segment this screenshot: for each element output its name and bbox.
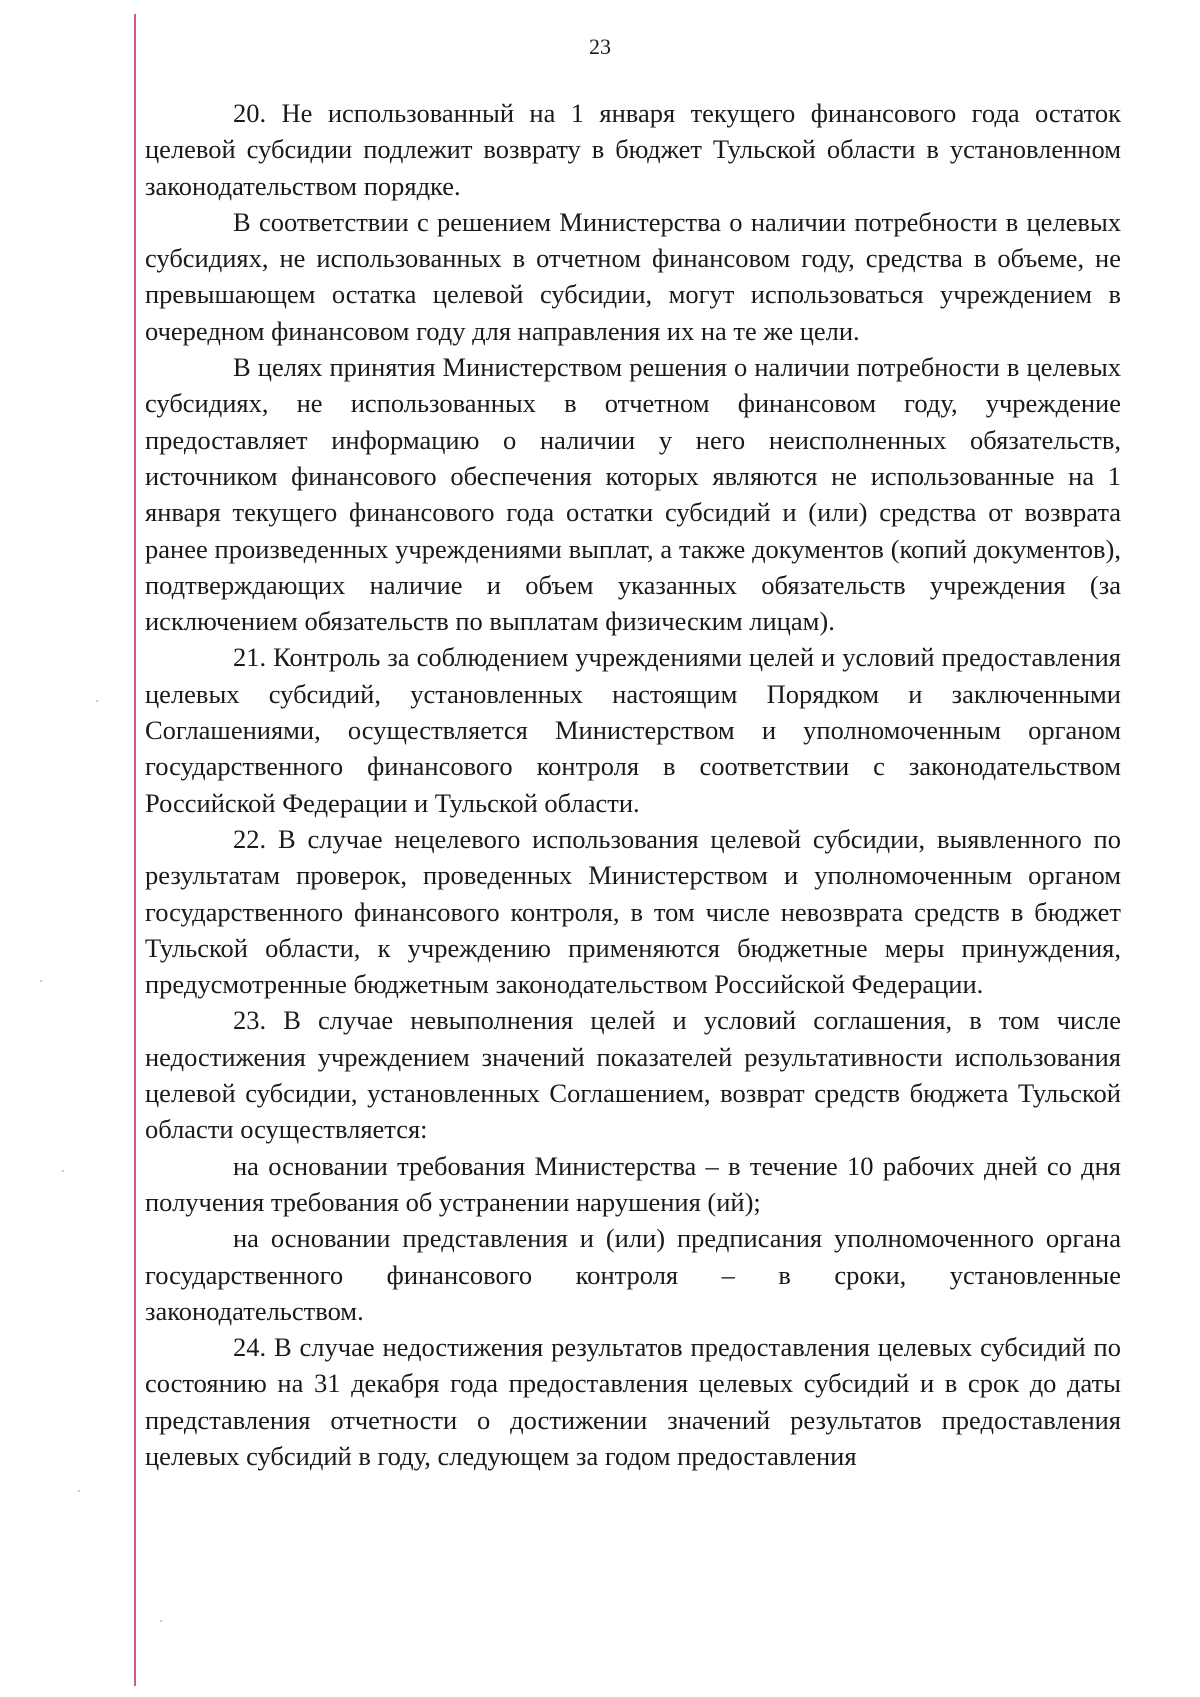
scan-speck — [78, 1490, 80, 1492]
paragraph-20-information-requirement: В целях принятия Министерством решения о наличии потребности в целевых субсидиях, не использованных в отчетном финансовом году, учреждение предоставляет информацию о наличии у него неисполненных обязательств, источником финансового обеспечения которых являются не использованные на 1 января текущего финансового года остатки субсидий и (или) средства от возврата ранее произведенных учреждениями выплат, а также документов (копий документов), подтверждающих наличие и объем указанных обязательств учреждения (за исключением обязательств по выплатам физическим лицам). — [145, 352, 1121, 637]
paragraph-23: 23. В случае невыполнения целей и условий соглашения, в том числе недостижения учреждением значений показателей результативности использования целевой субсидии, установленных Соглашением, возврат средств бюджета Тульской области осуществляется: — [145, 1005, 1121, 1145]
margin-rule — [134, 14, 136, 1686]
scan-speck — [160, 1620, 162, 1622]
paragraph-20-unused-funds: В соответствии с решением Министерства о наличии потребности в целевых субсидиях, не использованных в отчетном финансовом году, средства в объеме, не превышающем остатка целевой субсидии, могут использоваться учреждением в очередном финансовом году для направления их на те же цели. — [145, 206, 1121, 346]
scan-speck — [96, 700, 98, 702]
page-number: 23 — [589, 34, 611, 59]
paragraph-20: 20. Не использованный на 1 января текущего финансового года остаток целевой субсидии подлежит возврату в бюджет Тульской области в установленном законодательством порядке. — [145, 98, 1121, 201]
paragraph-24: 24. В случае недостижения результатов предоставления целевых субсидий по состоянию на 31 декабря года предоставления целевых субсидий и в срок до даты представления отчетности о достижении значений результатов предоставления целевых субсидий в году, следующем за годом предоставления — [145, 1332, 1121, 1471]
scan-speck — [62, 1170, 64, 1172]
document-body — [145, 95, 1121, 1474]
paragraph-22: 22. В случае нецелевого использования целевой субсидии, выявленного по результатам проверок, проведенных Министерством и уполномоченным органом государственного финансового контроля, в том числе невозврата средств в бюджет Тульской области, к учреждению применяются бюджетные меры принуждения, предусмотренные бюджетным законодательством Российской Федерации. — [145, 823, 1121, 1000]
paragraph-21: 21. Контроль за соблюдением учреждениями целей и условий предоставления целевых субсидий, установленных настоящим Порядком и заключенными Соглашениями, осуществляется Министерством и уполномоченным органом государственного финансового контроля в соответствии с законодательством Российской Федерации и Тульской области. — [145, 642, 1121, 818]
paragraph-23-ministry-requirement: на основании требования Министерства – в течение 10 рабочих дней со дня получения требования об устранении нарушения (ий); — [145, 1150, 1121, 1217]
scan-speck — [40, 980, 42, 982]
paragraph-23-control-body-order: на основании представления и (или) предписания уполномоченного органа государственного финансового контроля – в сроки, установленные законодательством. — [145, 1223, 1121, 1326]
